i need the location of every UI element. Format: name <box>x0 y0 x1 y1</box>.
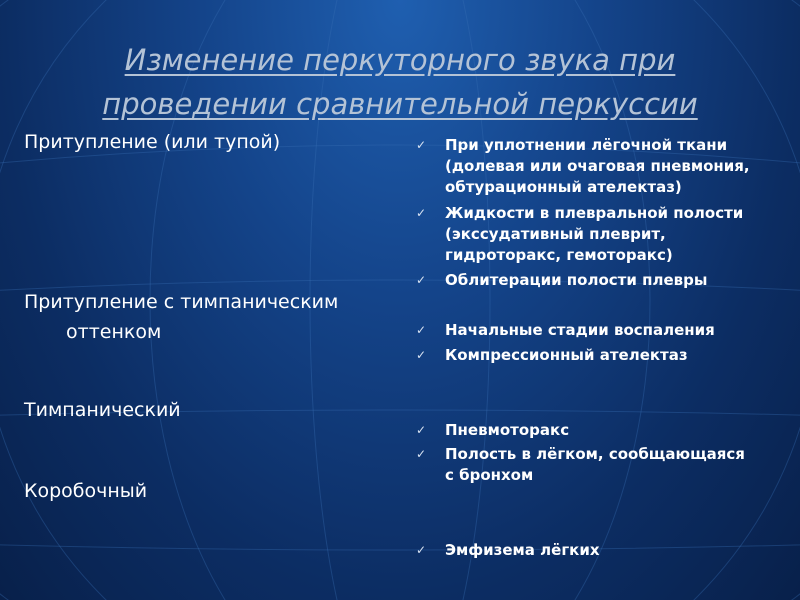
bullet-line: Полость в лёгком, сообщающаяся <box>445 445 745 463</box>
bullet-line: Эмфизема лёгких <box>445 541 600 559</box>
term-tympanic <box>24 395 181 425</box>
term-boxy <box>24 476 147 506</box>
bullet-item <box>416 420 786 441</box>
term-dull-tympanic <box>24 287 338 347</box>
bullet-line: гидроторакс, гемоторакс) <box>445 246 673 264</box>
term-label: Коробочный <box>24 480 148 502</box>
bullet-item <box>416 444 786 486</box>
bullet-item <box>416 270 786 291</box>
bullet-item <box>416 135 786 198</box>
bullet-line: (долевая или очаговая пневмония, <box>445 157 750 175</box>
checkmark-icon: ✓ <box>416 447 427 461</box>
bullet-item <box>416 203 786 266</box>
checkmark-icon: ✓ <box>416 543 427 557</box>
bullet-line: При уплотнении лёгочной ткани <box>445 136 728 154</box>
checkmark-icon: ✓ <box>416 348 427 362</box>
bullet-line: Жидкости в плевральной полости <box>445 204 744 222</box>
title-line-2: проведении сравнительной перкуссии <box>102 87 698 121</box>
title-line-1: Изменение перкуторного звука при <box>124 43 676 77</box>
bullet-line: Облитерации полости плевры <box>445 271 708 289</box>
bullet-line: Начальные стадии воспаления <box>445 321 715 339</box>
checkmark-icon: ✓ <box>416 423 427 437</box>
checkmark-icon: ✓ <box>416 206 427 220</box>
bullet-item <box>416 540 786 561</box>
term-label: Притупление с тимпаническим <box>24 291 339 313</box>
term-label-continuation: оттенком <box>66 321 162 343</box>
term-label: Притупление (или тупой) <box>24 131 281 153</box>
term-dull <box>24 127 280 157</box>
term-label: Тимпанический <box>24 399 181 421</box>
bullet-line: Пневмоторакс <box>445 421 570 439</box>
checkmark-icon: ✓ <box>416 323 427 337</box>
bullet-item <box>416 345 786 366</box>
bullet-item <box>416 320 786 341</box>
bullet-line: обтурационный ателектаз) <box>445 178 682 196</box>
slide-title <box>60 38 740 126</box>
bullet-line: Компрессионный ателектаз <box>445 346 688 364</box>
bullet-line: с бронхом <box>445 466 534 484</box>
checkmark-icon: ✓ <box>416 273 427 287</box>
checkmark-icon: ✓ <box>416 138 427 152</box>
bullet-line: (экссудативный плеврит, <box>445 225 666 243</box>
